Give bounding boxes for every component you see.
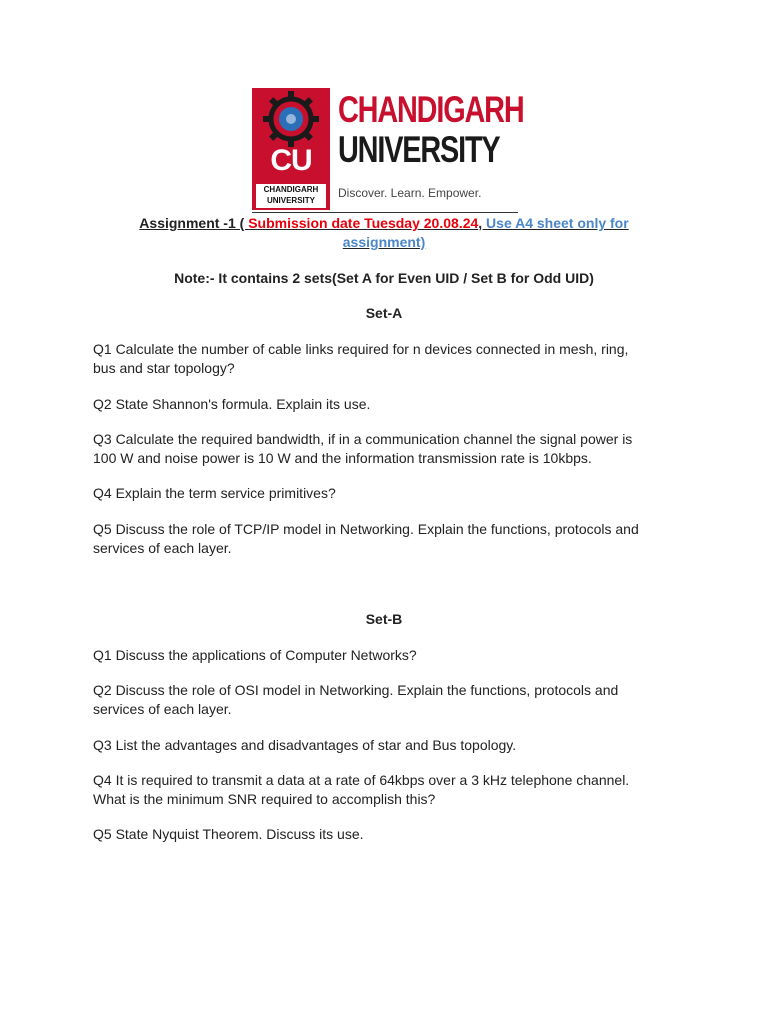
assignment-label: Assignment -1 ( — [139, 215, 249, 231]
set-a-q4: Q4 Explain the term service primitives? — [93, 485, 336, 501]
set-b-q4-line2: What is the minimum SNR required to accomplish this? — [93, 791, 436, 807]
assignment-header-line2 — [93, 233, 675, 252]
set-b-q4-line1: Q4 It is required to transmit a data at a rate of 64kbps over a 3 kHz telephone channel. — [93, 772, 630, 788]
set-a-title: Set-A — [365, 305, 403, 321]
assignment-header-line1 — [93, 214, 675, 233]
set-a-q2: Q2 State Shannon's formula. Explain its use. — [93, 396, 371, 412]
set-b-title: Set-B — [365, 611, 403, 627]
set-b-q1: Q1 Discuss the applications of Computer Networks? — [93, 647, 417, 663]
header-comma: , — [478, 215, 487, 231]
logo-emblem-subtext-1: CHANDIGARH — [263, 185, 319, 194]
set-a-q1-line1: Q1 Calculate the number of cable links required for n devices connected in mesh, ring, — [93, 341, 629, 357]
logo-emblem-subtext-2: UNIVERSITY — [266, 196, 315, 205]
set-a-q5-line1: Q5 Discuss the role of TCP/IP model in Networking. Explain the functions, protocols and — [93, 521, 639, 537]
university-logo — [252, 88, 524, 212]
logo-emblem — [252, 88, 330, 210]
submission-date: Submission date Tuesday 20.08.24 — [248, 215, 479, 231]
set-a-q1-line2: bus and star topology? — [93, 360, 235, 376]
set-a-q5-line2: services of each layer. — [93, 540, 232, 556]
gear-emblem-icon — [252, 88, 330, 148]
set-b-q2-line1: Q2 Discuss the role of OSI model in Networking. Explain the functions, protocols and — [93, 682, 619, 698]
set-b-q2-line2: services of each layer. — [93, 701, 232, 717]
a4-instruction-part2: assignment) — [342, 234, 426, 250]
logo-emblem-subtext — [256, 184, 326, 208]
logo-tagline: Discover. Learn. Empower. — [338, 186, 482, 200]
logo-cu-text: CU — [270, 144, 312, 177]
logo-wordmark — [338, 89, 524, 170]
note-text: Note:- It contains 2 sets(Set A for Even UID / Set B for Odd UID) — [174, 270, 594, 286]
set-a-q3-line2: 100 W and noise power is 10 W and the information transmission rate is 10kbps. — [93, 450, 592, 466]
logo-name-line1: CHANDIGARH — [338, 89, 524, 130]
a4-instruction-part1: Use A4 sheet only for — [486, 215, 629, 231]
set-b-q5: Q5 State Nyquist Theorem. Discuss its use. — [93, 826, 364, 842]
set-a-q3-line1: Q3 Calculate the required bandwidth, if in a communication channel the signal power is — [93, 431, 633, 447]
set-b-q3: Q3 List the advantages and disadvantages of star and Bus topology. — [93, 737, 517, 753]
logo-name-line2: UNIVERSITY — [338, 129, 500, 170]
logo-underline — [252, 212, 518, 213]
